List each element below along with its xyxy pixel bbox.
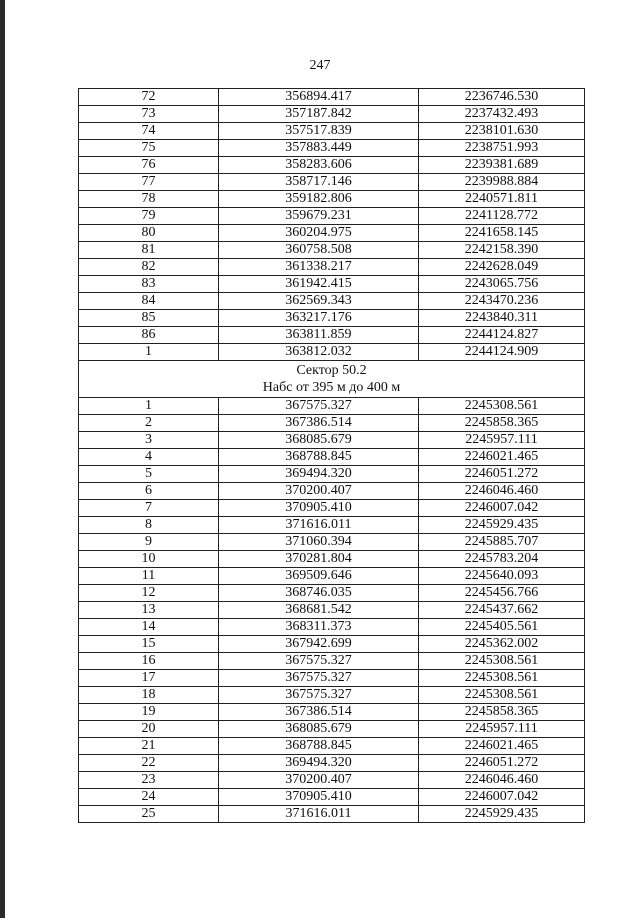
y-coordinate-cell: 2245957.111 [419, 432, 585, 449]
point-number-cell: 18 [79, 687, 219, 704]
x-coordinate-cell: 357187.842 [219, 106, 419, 123]
table-row [79, 415, 585, 432]
table-row [79, 191, 585, 208]
y-coordinate-cell: 2243840.311 [419, 310, 585, 327]
table-row [79, 123, 585, 140]
point-number-cell: 6 [79, 483, 219, 500]
table-row [79, 806, 585, 823]
table-row [79, 140, 585, 157]
point-number-cell: 11 [79, 568, 219, 585]
point-number-cell: 8 [79, 517, 219, 534]
y-coordinate-cell: 2236746.530 [419, 89, 585, 106]
coordinates-table-part-1 [79, 89, 585, 361]
y-coordinate-cell: 2245308.561 [419, 687, 585, 704]
table-row [79, 517, 585, 534]
table-row [79, 602, 585, 619]
x-coordinate-cell: 369494.320 [219, 466, 419, 483]
y-coordinate-cell: 2244124.909 [419, 344, 585, 361]
table-row [79, 670, 585, 687]
y-coordinate-cell: 2243065.756 [419, 276, 585, 293]
x-coordinate-cell: 367575.327 [219, 653, 419, 670]
y-coordinate-cell: 2245783.204 [419, 551, 585, 568]
table-row [79, 174, 585, 191]
x-coordinate-cell: 359182.806 [219, 191, 419, 208]
y-coordinate-cell: 2245885.707 [419, 534, 585, 551]
table-row [79, 755, 585, 772]
x-coordinate-cell: 370200.407 [219, 483, 419, 500]
point-number-cell: 2 [79, 415, 219, 432]
table-row [79, 772, 585, 789]
point-number-cell: 21 [79, 738, 219, 755]
y-coordinate-cell: 2245858.365 [419, 415, 585, 432]
y-coordinate-cell: 2239988.884 [419, 174, 585, 191]
x-coordinate-cell: 363217.176 [219, 310, 419, 327]
coordinates-table [78, 88, 585, 823]
table-row [79, 585, 585, 602]
y-coordinate-cell: 2244124.827 [419, 327, 585, 344]
x-coordinate-cell: 360204.975 [219, 225, 419, 242]
y-coordinate-cell: 2245640.093 [419, 568, 585, 585]
point-number-cell: 82 [79, 259, 219, 276]
y-coordinate-cell: 2245362.002 [419, 636, 585, 653]
y-coordinate-cell: 2237432.493 [419, 106, 585, 123]
x-coordinate-cell: 368788.845 [219, 738, 419, 755]
x-coordinate-cell: 368085.679 [219, 721, 419, 738]
point-number-cell: 4 [79, 449, 219, 466]
x-coordinate-cell: 368085.679 [219, 432, 419, 449]
y-coordinate-cell: 2246021.465 [419, 449, 585, 466]
point-number-cell: 72 [79, 89, 219, 106]
x-coordinate-cell: 370281.804 [219, 551, 419, 568]
y-coordinate-cell: 2242158.390 [419, 242, 585, 259]
y-coordinate-cell: 2242628.049 [419, 259, 585, 276]
point-number-cell: 73 [79, 106, 219, 123]
y-coordinate-cell: 2241128.772 [419, 208, 585, 225]
point-number-cell: 25 [79, 806, 219, 823]
y-coordinate-cell: 2246007.042 [419, 789, 585, 806]
y-coordinate-cell: 2245308.561 [419, 670, 585, 687]
y-coordinate-cell: 2246021.465 [419, 738, 585, 755]
sector-subtitle: Набс от 395 м до 400 м [262, 380, 401, 395]
point-number-cell: 7 [79, 500, 219, 517]
table-row [79, 619, 585, 636]
point-number-cell: 85 [79, 310, 219, 327]
table-row [79, 789, 585, 806]
table-row [79, 687, 585, 704]
table-row [79, 738, 585, 755]
x-coordinate-cell: 358283.606 [219, 157, 419, 174]
y-coordinate-cell: 2245308.561 [419, 653, 585, 670]
table-row [79, 310, 585, 327]
table-row [79, 225, 585, 242]
y-coordinate-cell: 2245437.662 [419, 602, 585, 619]
point-number-cell: 17 [79, 670, 219, 687]
point-number-cell: 86 [79, 327, 219, 344]
sector-header [79, 361, 585, 398]
x-coordinate-cell: 367942.699 [219, 636, 419, 653]
point-number-cell: 79 [79, 208, 219, 225]
table-row [79, 721, 585, 738]
point-number-cell: 24 [79, 789, 219, 806]
table-row [79, 483, 585, 500]
y-coordinate-cell: 2245929.435 [419, 517, 585, 534]
x-coordinate-cell: 368681.542 [219, 602, 419, 619]
x-coordinate-cell: 369494.320 [219, 755, 419, 772]
x-coordinate-cell: 359679.231 [219, 208, 419, 225]
sector-header-row [79, 361, 585, 398]
x-coordinate-cell: 357517.839 [219, 123, 419, 140]
table-row [79, 398, 585, 415]
y-coordinate-cell: 2246051.272 [419, 755, 585, 772]
y-coordinate-cell: 2240571.811 [419, 191, 585, 208]
page-number: 247 [309, 58, 331, 73]
table-row [79, 344, 585, 361]
y-coordinate-cell: 2246051.272 [419, 466, 585, 483]
point-number-cell: 81 [79, 242, 219, 259]
y-coordinate-cell: 2245308.561 [419, 398, 585, 415]
table-row [79, 551, 585, 568]
point-number-cell: 5 [79, 466, 219, 483]
table-row [79, 242, 585, 259]
x-coordinate-cell: 363812.032 [219, 344, 419, 361]
point-number-cell: 22 [79, 755, 219, 772]
point-number-cell: 76 [79, 157, 219, 174]
point-number-cell: 14 [79, 619, 219, 636]
y-coordinate-cell: 2245456.766 [419, 585, 585, 602]
x-coordinate-cell: 362569.343 [219, 293, 419, 310]
point-number-cell: 19 [79, 704, 219, 721]
point-number-cell: 75 [79, 140, 219, 157]
point-number-cell: 84 [79, 293, 219, 310]
x-coordinate-cell: 357883.449 [219, 140, 419, 157]
table-row [79, 704, 585, 721]
x-coordinate-cell: 371616.011 [219, 517, 419, 534]
table-row [79, 276, 585, 293]
y-coordinate-cell: 2238101.630 [419, 123, 585, 140]
scan-left-edge [0, 0, 5, 918]
point-number-cell: 16 [79, 653, 219, 670]
y-coordinate-cell: 2246046.460 [419, 483, 585, 500]
y-coordinate-cell: 2245405.561 [419, 619, 585, 636]
table-row [79, 106, 585, 123]
x-coordinate-cell: 368788.845 [219, 449, 419, 466]
point-number-cell: 15 [79, 636, 219, 653]
table-row [79, 293, 585, 310]
y-coordinate-cell: 2241658.145 [419, 225, 585, 242]
table-row [79, 327, 585, 344]
x-coordinate-cell: 367386.514 [219, 415, 419, 432]
table-row [79, 157, 585, 174]
x-coordinate-cell: 368746.035 [219, 585, 419, 602]
point-number-cell: 9 [79, 534, 219, 551]
table-row [79, 449, 585, 466]
x-coordinate-cell: 367575.327 [219, 398, 419, 415]
sector-title: Сектор 50.2 [296, 363, 367, 378]
table-row [79, 89, 585, 106]
table-row [79, 208, 585, 225]
x-coordinate-cell: 368311.373 [219, 619, 419, 636]
x-coordinate-cell: 371616.011 [219, 806, 419, 823]
coordinates-table-part-2 [79, 398, 585, 823]
x-coordinate-cell: 367575.327 [219, 670, 419, 687]
x-coordinate-cell: 356894.417 [219, 89, 419, 106]
point-number-cell: 83 [79, 276, 219, 293]
x-coordinate-cell: 358717.146 [219, 174, 419, 191]
point-number-cell: 77 [79, 174, 219, 191]
x-coordinate-cell: 370200.407 [219, 772, 419, 789]
y-coordinate-cell: 2245929.435 [419, 806, 585, 823]
point-number-cell: 80 [79, 225, 219, 242]
table-row [79, 432, 585, 449]
table-row [79, 500, 585, 517]
x-coordinate-cell: 370905.410 [219, 789, 419, 806]
table-row [79, 653, 585, 670]
x-coordinate-cell: 363811.859 [219, 327, 419, 344]
point-number-cell: 74 [79, 123, 219, 140]
x-coordinate-cell: 367386.514 [219, 704, 419, 721]
table-row [79, 466, 585, 483]
point-number-cell: 10 [79, 551, 219, 568]
point-number-cell: 20 [79, 721, 219, 738]
point-number-cell: 78 [79, 191, 219, 208]
y-coordinate-cell: 2245858.365 [419, 704, 585, 721]
y-coordinate-cell: 2245957.111 [419, 721, 585, 738]
x-coordinate-cell: 361338.217 [219, 259, 419, 276]
y-coordinate-cell: 2239381.689 [419, 157, 585, 174]
x-coordinate-cell: 367575.327 [219, 687, 419, 704]
point-number-cell: 1 [79, 344, 219, 361]
x-coordinate-cell: 360758.508 [219, 242, 419, 259]
point-number-cell: 13 [79, 602, 219, 619]
y-coordinate-cell: 2243470.236 [419, 293, 585, 310]
point-number-cell: 12 [79, 585, 219, 602]
y-coordinate-cell: 2246007.042 [419, 500, 585, 517]
x-coordinate-cell: 371060.394 [219, 534, 419, 551]
sector-header-cell [79, 361, 585, 398]
table-row [79, 534, 585, 551]
x-coordinate-cell: 370905.410 [219, 500, 419, 517]
table-row [79, 636, 585, 653]
table-row [79, 568, 585, 585]
point-number-cell: 3 [79, 432, 219, 449]
point-number-cell: 1 [79, 398, 219, 415]
y-coordinate-cell: 2238751.993 [419, 140, 585, 157]
x-coordinate-cell: 361942.415 [219, 276, 419, 293]
x-coordinate-cell: 369509.646 [219, 568, 419, 585]
point-number-cell: 23 [79, 772, 219, 789]
table-row [79, 259, 585, 276]
y-coordinate-cell: 2246046.460 [419, 772, 585, 789]
